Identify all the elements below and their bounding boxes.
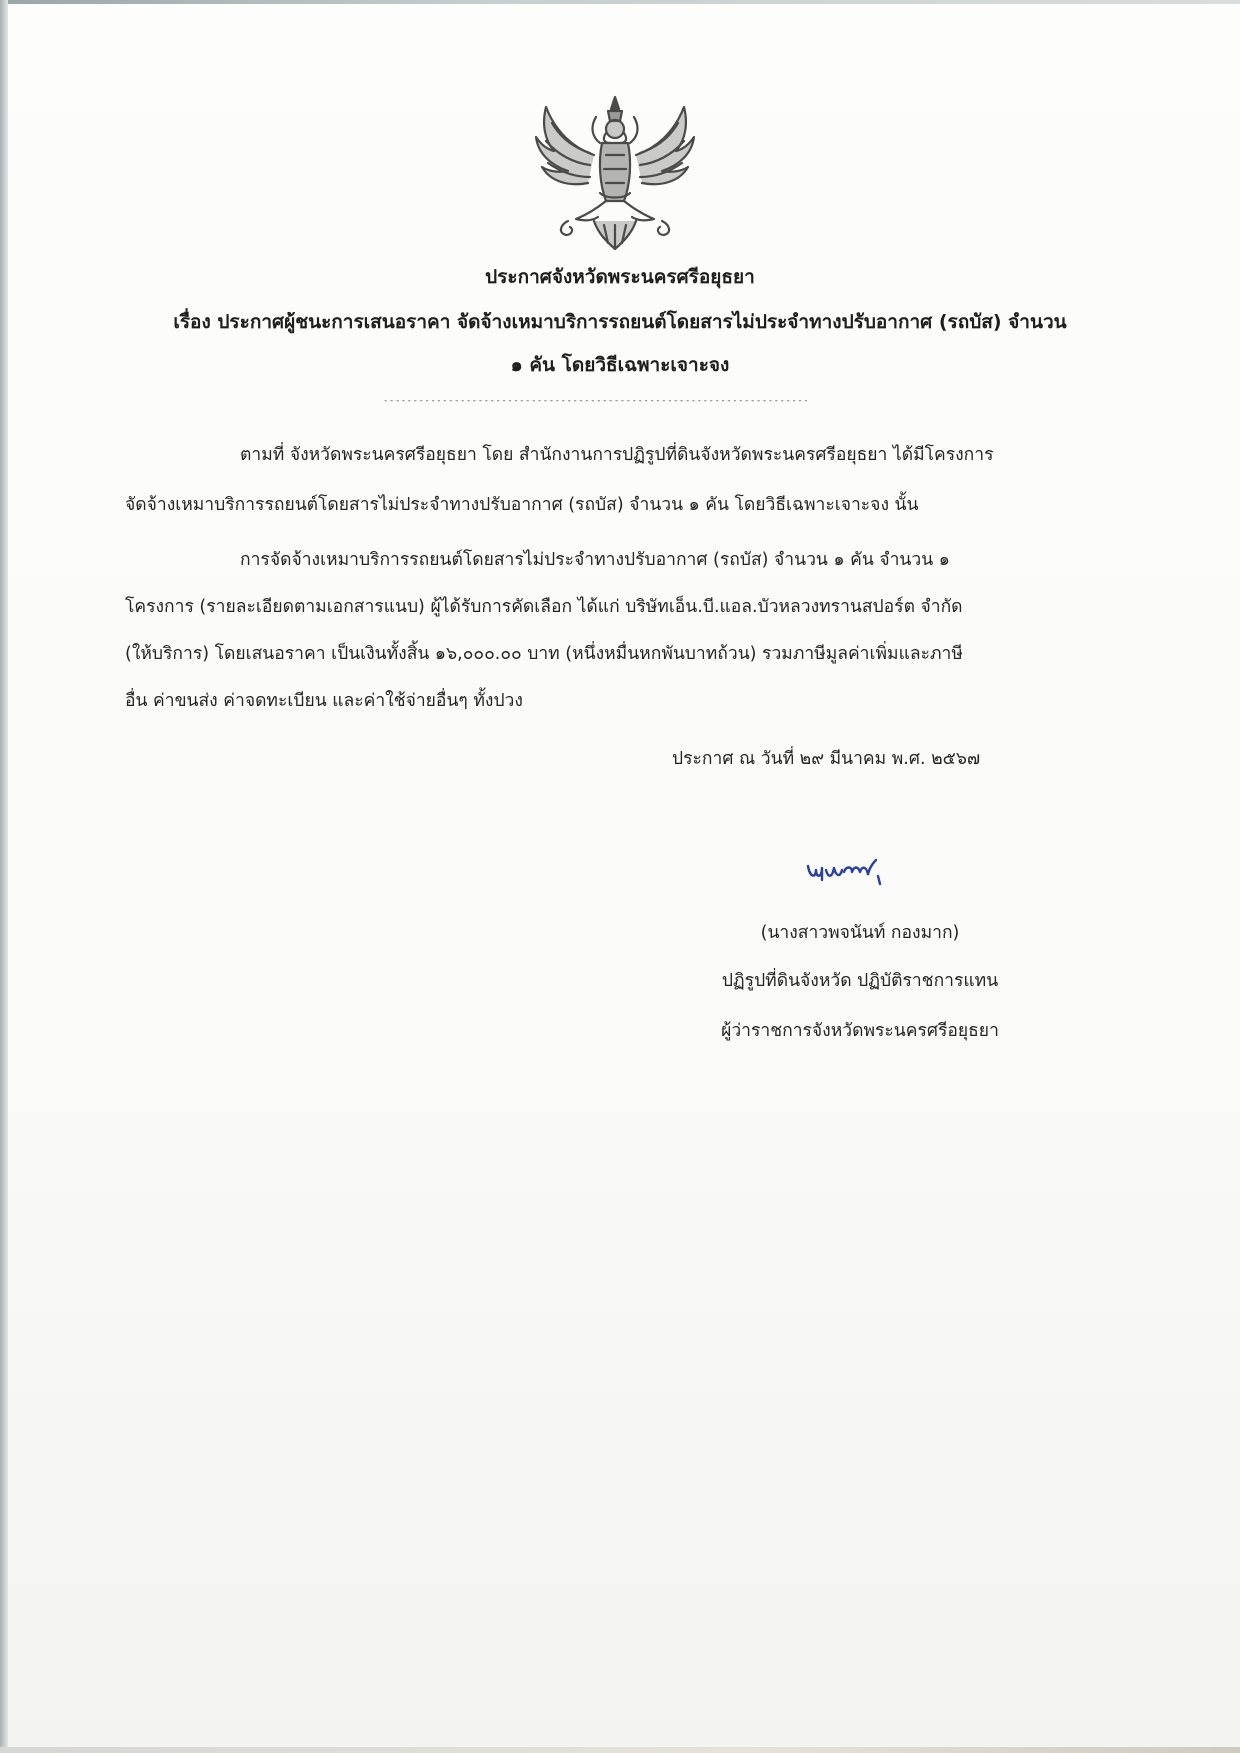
handwritten-signature — [804, 856, 884, 892]
signatory-position-1: ปฏิรูปที่ดินจังหวัด ปฏิบัติราชการแทน — [721, 971, 999, 991]
document-title: ประกาศจังหวัดพระนครศรีอยุธยา — [485, 266, 755, 288]
paragraph-1-line-1: ตามที่ จังหวัดพระนครศรีอยุธยา โดย สำนักงานการปฏิรูปที่ดินจังหวัดพระนครศรีอยุธยา ได้มีโครงการ — [240, 445, 994, 465]
scan-edge-bottom — [0, 1747, 1240, 1753]
paragraph-2-line-4: อื่น ค่าขนส่ง ค่าจดทะเบียน และค่าใช้จ่ายอื่นๆ ทั้งปวง — [125, 691, 523, 711]
garuda-emblem-icon — [534, 93, 696, 253]
paragraph-2-line-3: (ให้บริการ) โดยเสนอราคา เป็นเงินทั้งสิ้น ๑๖,๐๐๐.๐๐ บาท (หนึ่งหมื่นหกพันบาทถ้วน) รวมภาษีมูลค่าเพิ่มและภาษี — [125, 644, 963, 664]
subject-line-2: ๑ คัน โดยวิธีเฉพาะเจาะจง — [510, 354, 730, 376]
subject-line-1: เรื่อง ประกาศผู้ชนะการเสนอราคา จัดจ้างเหมาบริการรถยนต์โดยสารไม่ประจำทางปรับอากาศ (รถบัส) จำนวน — [173, 311, 1067, 333]
signatory-position-2: ผู้ว่าราชการจังหวัดพระนครศรีอยุธยา — [721, 1021, 999, 1041]
separator-line: ------------------------------------------------------------------------ — [383, 396, 810, 406]
paragraph-1-line-2: จัดจ้างเหมาบริการรถยนต์โดยสารไม่ประจำทางปรับอากาศ (รถบัส) จำนวน ๑ คัน โดยวิธีเฉพาะเจาะจง นั้น — [125, 495, 919, 515]
signatory-name: (นางสาวพจนันท์ กองมาก) — [760, 923, 960, 943]
scan-edge-top — [0, 0, 1240, 4]
paragraph-2-line-2: โครงการ (รายละเอียดตามเอกสารแนบ) ผู้ได้รับการคัดเลือก ได้แก่ บริษัทเอ็น.บี.แอล.บัวหลวงทรานสปอร์ต จำกัด — [125, 597, 963, 617]
announcement-date: ประกาศ ณ วันที่ ๒๙ มีนาคม พ.ศ. ๒๕๖๗ — [672, 749, 981, 769]
paragraph-2-line-1: การจัดจ้างเหมาบริการรถยนต์โดยสารไม่ประจำทางปรับอากาศ (รถบัส) จำนวน ๑ คัน จำนวน ๑ — [240, 550, 950, 570]
